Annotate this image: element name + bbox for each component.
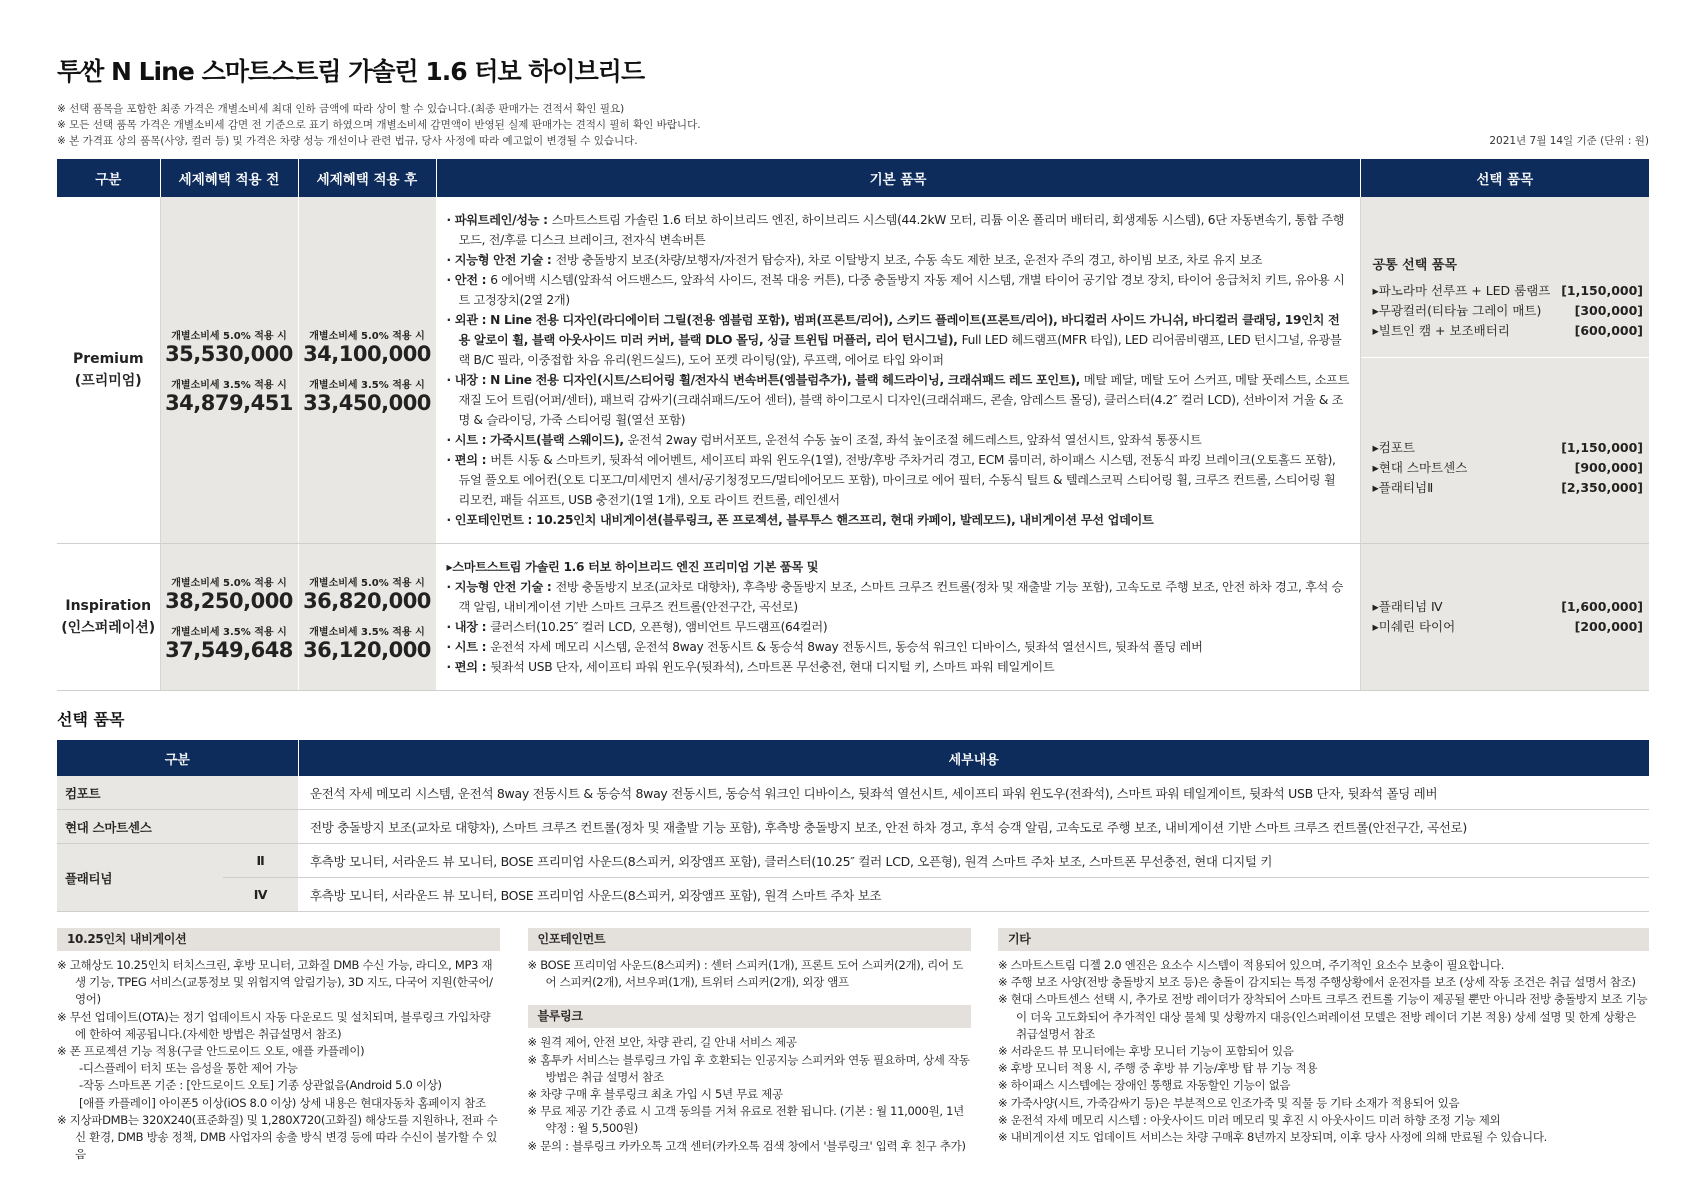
options-section-title: 선택 품목 [57, 710, 125, 729]
basic-item: · 지능형 안전 기술 : 전방 충돌방지 보조(교차로 대향차), 후측방 충돌방지 보조, 스마트 크루즈 컨트롤(정차 및 재출발 기능 포함), 고속도로 주행 보조, 안전 하차 경고, 후석 승객 알림, 내비게이션 기반 스마트 크루즈 컨트롤(안전구간, 곡선로) [446, 580, 1344, 614]
basic-item: ▸스마트스트림 가솔린 1.6 터보 하이브리드 엔진 프리미엄 기본 품목 및 [446, 560, 819, 574]
bluelink-title: 블루링크 [528, 1005, 971, 1028]
basic-item: · 내장 : N Line 전용 디자인(시트/스티어링 휠/전자식 변속버튼(엠블럼추가), 블랙 헤드라이닝, 크래쉬패드 레드 포인트), 메탈 페달, 메탈 도어 스커프, 메탈 풋레스트, 소프트 재질 도어 트림(어퍼/센터), 패브릭 감싸기(크래쉬패드/도어 센터), 블랙 하이그로시 디자인(크래쉬패드, 콘솔, 암레스트 몰딩), 클러스터(4.2″ 컬러 LCD), 선바이저 거울 & 조명 & 슬라이딩, 가죽 스티어링 휠(열선 포함) [446, 373, 1350, 427]
header-before: 세제혜택 적용 전 [160, 159, 298, 197]
price-before [160, 544, 298, 691]
options-header-detail: 세부내용 [298, 740, 1649, 776]
header-options: 선택 품목 [1360, 159, 1649, 197]
price-table [57, 159, 1649, 691]
price-label: 개별소비세 5.0% 적용 시 [309, 578, 425, 589]
option-row [57, 776, 1649, 810]
price-value: 34,100,000 [303, 342, 431, 366]
footnotes [57, 928, 1649, 1163]
price-value: 36,120,000 [303, 638, 431, 662]
option-item: ▸미쉐린 타이어 [200,000] [1372, 619, 1643, 634]
header-after: 세제혜택 적용 후 [298, 159, 436, 197]
bluelink-note: ※ 원격 제어, 안전 보안, 차량 관리, 길 안내 서비스 제공 [527, 1035, 797, 1050]
basic-item: · 인포테인먼트 : 10.25인치 내비게이션(블루링크, 폰 프로젝션, 블루투스 핸즈프리, 현대 카페이, 발레모드), 내비게이션 무선 업데이트 [446, 513, 1154, 527]
option-detail: 운전석 자세 메모리 시스템, 운전석 8way 전동시트 & 동승석 8way 전동시트, 동승석 워크인 디바이스, 뒷좌석 열선시트, 세이프티 파워 윈도우(전좌석), 스마트 파워 테일게이트, 뒷좌석 USB 단자, 뒷좌석 폴딩 레버 [298, 776, 1649, 810]
trim-name-en: Premium [72, 351, 144, 367]
basic-item: · 시트 : 가죽시트(블랙 스웨이드), 운전석 2way 럼버서포트, 운전석 수동 높이 조절, 좌석 높이조절 헤드레스트, 앞좌석 열선시트, 앞좌석 통풍시트 [446, 433, 1202, 447]
basic-items [436, 197, 1360, 544]
basic-item: · 편의 : 뒷좌석 USB 단자, 세이프티 파워 윈도우(뒷좌석), 스마트폰 무선충전, 현대 디지털 키, 스마트 파워 테일게이트 [446, 660, 1055, 674]
header-category: 구분 [57, 159, 160, 197]
options-table [57, 740, 1649, 912]
trim-name [57, 544, 160, 691]
etc-note: ※ 운전석 자세 메모리 시스템 : 아웃사이드 미러 메모리 및 후진 시 아웃사이드 미러 하향 조정 기능 제외 [998, 1112, 1501, 1127]
bluelink-note: ※ 홈투카 서비스는 블루링크 가입 후 호환되는 인공지능 스피커와 연동 필요하며, 상세 작동 방법은 취급 설명서 참조 [527, 1052, 970, 1084]
price-after [298, 197, 436, 544]
price-value: 37,549,648 [165, 638, 293, 662]
price-label: 개별소비세 3.5% 적용 시 [309, 380, 425, 391]
option-item: ▸파노라마 선루프 + LED 룸램프 [1,150,000] [1372, 283, 1643, 298]
option-name: 컴포트 [57, 776, 298, 810]
option-item: ▸컴포트 [1,150,000] [1372, 440, 1643, 455]
common-options-title: 공통 선택 품목 [1372, 258, 1457, 273]
price-label: 개별소비세 3.5% 적용 시 [171, 627, 287, 638]
basic-item: · 파워트레인/성능 : 스마트스트림 가솔린 1.6 터보 하이브리드 엔진, 하이브리드 시스템(44.2kW 모터, 리튬 이온 폴리머 배터리, 회생제동 시스템), 6단 자동변속기, 통합 주행 모드, 전/후륜 디스크 브레이크, 전자식 변속버튼 [446, 213, 1345, 247]
nav-title: 10.25인치 내비게이션 [57, 928, 500, 951]
price-label: 개별소비세 5.0% 적용 시 [171, 331, 287, 342]
price-value: 34,879,451 [165, 391, 293, 415]
bluelink-note: ※ 문의 : 블루링크 카카오톡 고객 센터(카카오톡 검색 창에서 '블루링크' 입력 후 친구 추가) [527, 1138, 966, 1153]
option-detail: 후측방 모니터, 서라운드 뷰 모니터, BOSE 프리미엄 사운드(8스피커, 외장앰프 포함), 원격 스마트 주차 보조 [298, 878, 1649, 912]
trim-name-en: Inspiration [65, 598, 152, 614]
option-item: ▸플래티넘 Ⅳ [1,600,000] [1372, 599, 1643, 614]
basic-item: · 지능형 안전 기술 : 전방 충돌방지 보조(차량/보행자/자전거 탑승자), 차로 이탈방지 보조, 수동 속도 제한 보조, 운전자 주의 경고, 하이빔 보조, 차로 유지 보조 [446, 253, 1263, 267]
infotainment-note: ※ BOSE 프리미엄 사운드(8스피커) : 센터 스피커(1개), 프론트 도어 스피커(2개), 리어 도어 스피커(2개), 서브우퍼(1개), 트위터 스피커(2개), 외장 앰프 [527, 958, 963, 990]
nav-note: -작동 스마트폰 기준 : [안드로이드 오토] 기종 상관없음(Android 5.0 이상) [79, 1078, 442, 1093]
price-before [160, 197, 298, 544]
option-name: 현대 스마트센스 [57, 810, 298, 844]
option-item: ▸빌트인 캠 + 보조배터리 [600,000] [1372, 323, 1643, 338]
etc-note: ※ 현대 스마트센스 선택 시, 추가로 전방 레이더가 장착되어 스마트 크루즈 컨트롤 기능이 제공될 뿐만 아니라 전방 충돌방지 보조 기능이 더욱 고도화되어 추가적인 대상 물체 및 상황까지 대응(인스퍼레이션 모델은 전방 레이더 기본 적용) 상세 설명 및 한계 상황은 취급설명서 참조 [998, 992, 1648, 1041]
basic-item: · 외관 : N Line 전용 디자인(라디에이터 그릴(전용 엠블럼 포함), 범퍼(프론트/리어), 스키드 플레이트(프론트/리어), 바디컬러 사이드 가니쉬, 바디컬러 클래딩, 19인치 전용 알로이 휠, 블랙 아웃사이드 미러 커버, 블랙 DLO 몰딩, 싱글 트윈팁 머플러, 리어 턴시그널), Full LED 헤드램프(MFR 타입), LED 리어콤비램프, LED 턴시그널, 유광블랙 B/C 필라, 이중접합 차음 유리(윈드실드), 도어 포켓 라이팅(앞), 루프랙, 에어로 타입 와이퍼 [446, 313, 1342, 367]
nav-notes [57, 928, 500, 1163]
price-sheet [57, 52, 1649, 1163]
header-notes [57, 101, 1649, 149]
etc-note: ※ 내비게이션 지도 업데이트 서비스는 차량 구매후 8년까지 보장되며, 이후 당사 사정에 의해 만료될 수 있습니다. [998, 1130, 1547, 1145]
note-line: ※ 선택 품목을 포함한 최종 가격은 개별소비세 최대 인하 금액에 따라 상이 할 수 있습니다.(최종 판매가는 견적서 확인 필요) [57, 103, 625, 115]
option-item: ▸현대 스마트센스 [900,000] [1372, 460, 1643, 475]
option-row [57, 878, 1649, 912]
etc-note: ※ 후방 모니터 적용 시, 주행 중 후방 뷰 기능/후방 탑 뷰 기능 적용 [998, 1061, 1318, 1076]
basic-item: · 안전 : 6 에어백 시스템(앞좌석 어드밴스드, 앞좌석 사이드, 전복 대응 커튼), 다중 충돌방지 자동 제어 시스템, 개별 타이어 공기압 경보 장치, 타이어 응급처치 키트, 유아용 시트 고정장치(2열 2개) [446, 273, 1345, 307]
price-label: 개별소비세 5.0% 적용 시 [171, 578, 287, 589]
nav-note: ※ 지상파DMB는 320X240(표준화질) 및 1,280X720(고화질) 해상도를 지원하나, 전파 수신 환경, DMB 방송 정책, DMB 사업자의 송출 방식 변경 등에 따라 수신이 불가할 수 있음 [57, 1112, 498, 1162]
basic-item: · 내장 : 클러스터(10.25″ 컬러 LCD, 오픈형), 앰비언트 무드램프(64컬러) [446, 620, 828, 634]
option-sub: Ⅳ [223, 878, 298, 912]
infotainment-title: 인포테인먼트 [528, 928, 971, 951]
option-cell [1360, 197, 1649, 544]
etc-note: ※ 하이패스 시스템에는 장애인 통행료 자동할인 기능이 없음 [998, 1078, 1291, 1093]
etc-note: ※ 주행 보조 사양(전방 충돌방지 보조 등)은 충돌이 감지되는 특정 주행상황에서 운전자를 보조 (상세 작동 조건은 취급 설명서 참조) [998, 975, 1636, 990]
option-sub: Ⅱ [223, 844, 298, 878]
trim-name-kr: (프리미엄) [74, 373, 142, 389]
price-label: 개별소비세 3.5% 적용 시 [309, 627, 425, 638]
nav-note: [애플 카플레이] 아이폰5 이상(iOS 8.0 이상) 상세 내용은 현대자동차 홈페이지 참조 [79, 1095, 486, 1110]
trim-row-premium [57, 197, 1649, 544]
etc-note: ※ 스마트스트림 디젤 2.0 엔진은 요소수 시스템이 적용되어 있으며, 주기적인 요소수 보충이 필요합니다. [998, 958, 1505, 972]
price-label: 개별소비세 3.5% 적용 시 [171, 380, 287, 391]
etc-note: ※ 서라운드 뷰 모니터에는 후방 모니터 기능이 포함되어 있음 [998, 1044, 1294, 1059]
infotainment-notes [528, 928, 971, 1163]
note-line: ※ 모든 선택 품목 가격은 개별소비세 감면 전 기준으로 표기 하였으며 개별소비세 감면액이 반영된 실제 판매가는 견적시 필히 확인 바랍니다. [57, 119, 701, 131]
trim-row-inspiration [57, 544, 1649, 691]
trim-name [57, 197, 160, 544]
basic-item: · 편의 : 버튼 시동 & 스마트키, 뒷좌석 에어벤트, 세이프티 파워 윈도우(1열), 전방/후방 주차거리 경고, ECM 룸미러, 하이패스 시스템, 전동식 파킹 브레이크(오토홀드 포함), 듀얼 풀오토 에어컨(오토 디포그/미세먼지 센서/공기청정모드/멀티에어모드 포함), 마이크로 에어 필터, 수동식 틸트 & 텔레스코픽 스티어링 휠, 크루즈 컨트롤, 스티어링 휠 리모컨, 패들 쉬프트, USB 충전기(1열 1개), 오토 라이트 컨트롤, 레인센서 [446, 453, 1336, 507]
nav-note: ※ 무선 업데이트(OTA)는 정기 업데이트시 자동 다운로드 및 설치되며, 블루링크 가입차량에 한하여 제공됩니다.(자세한 방법은 취급설명서 참조) [57, 1009, 491, 1041]
options-header-category: 구분 [57, 740, 298, 776]
price-label: 개별소비세 5.0% 적용 시 [309, 331, 425, 342]
price-value: 36,820,000 [303, 589, 431, 613]
etc-title: 기타 [998, 928, 1649, 951]
option-name: 플래티넘 [57, 844, 223, 912]
option-row [57, 810, 1649, 844]
option-item: ▸무광컬러(티타늄 그레이 매트) [300,000] [1372, 303, 1643, 318]
page-title: 투싼 N Line 스마트스트림 가솔린 1.6 터보 하이브리드 [57, 57, 645, 86]
etc-notes [998, 928, 1649, 1163]
bluelink-note: ※ 무료 제공 기간 종료 시 고객 동의를 거쳐 유료로 전환 됩니다. (기본 : 월 11,000원, 1년 약정 : 월 5,500원) [527, 1104, 964, 1136]
option-row [57, 844, 1649, 878]
price-value: 35,530,000 [165, 342, 293, 366]
date-note: 2021년 7월 14일 기준 (단위 : 원) [1489, 135, 1649, 147]
option-detail: 전방 충돌방지 보조(교차로 대향차), 스마트 크루즈 컨트롤(정차 및 재출발 기능 포함), 후측방 충돌방지 보조, 안전 하차 경고, 후석 승객 알림, 고속도로 주행 보조, 내비게이션 기반 스마트 크루즈 컨트롤(안전구간, 곡선로) [298, 810, 1649, 844]
price-value: 38,250,000 [165, 589, 293, 613]
price-after [298, 544, 436, 691]
trim-name-kr: (인스퍼레이션) [61, 620, 156, 636]
price-value: 33,450,000 [303, 391, 431, 415]
header-basic: 기본 품목 [436, 159, 1360, 197]
option-item: ▸플래티넘Ⅱ [2,350,000] [1372, 480, 1643, 495]
nav-note: ※ 폰 프로젝션 기능 적용(구글 안드로이드 오토, 애플 카플레이) [57, 1044, 365, 1059]
nav-note: ※ 고해상도 10.25인치 터치스크린, 후방 모니터, 고화질 DMB 수신 가능, 라디오, MP3 재생 기능, TPEG 서비스(교통정보 및 위험지역 알림기능), 3D 지도, 다국어 지원(한국어/영어) [57, 958, 493, 1007]
etc-note: ※ 가죽사양(시트, 가죽감싸기 등)은 부분적으로 인조가죽 및 직물 등 기타 소재가 적용되어 있음 [998, 1095, 1460, 1110]
bluelink-note: ※ 차량 구매 후 블루링크 최초 가입 시 5년 무료 제공 [527, 1087, 783, 1102]
basic-item: · 시트 : 운전석 자세 메모리 시스템, 운전석 8way 전동시트 & 동승석 8way 전동시트, 동승석 워크인 디바이스, 뒷좌석 열선시트, 뒷좌석 폴딩 레버 [446, 640, 1203, 654]
nav-note: -디스플레이 터치 또는 음성을 통한 제어 가능 [79, 1061, 298, 1076]
note-line: ※ 본 가격표 상의 품목(사양, 컬러 등) 및 가격은 차량 성능 개선이나 관련 법규, 당사 사정에 따라 예고없이 변경될 수 있습니다. [57, 135, 638, 147]
option-detail: 후측방 모니터, 서라운드 뷰 모니터, BOSE 프리미엄 사운드(8스피커, 외장앰프 포함), 클러스터(10.25″ 컬러 LCD, 오픈형), 원격 스마트 주차 보조, 스마트폰 무선충전, 현대 디지털 키 [298, 844, 1649, 878]
basic-items [436, 544, 1360, 691]
option-cell [1360, 544, 1649, 691]
